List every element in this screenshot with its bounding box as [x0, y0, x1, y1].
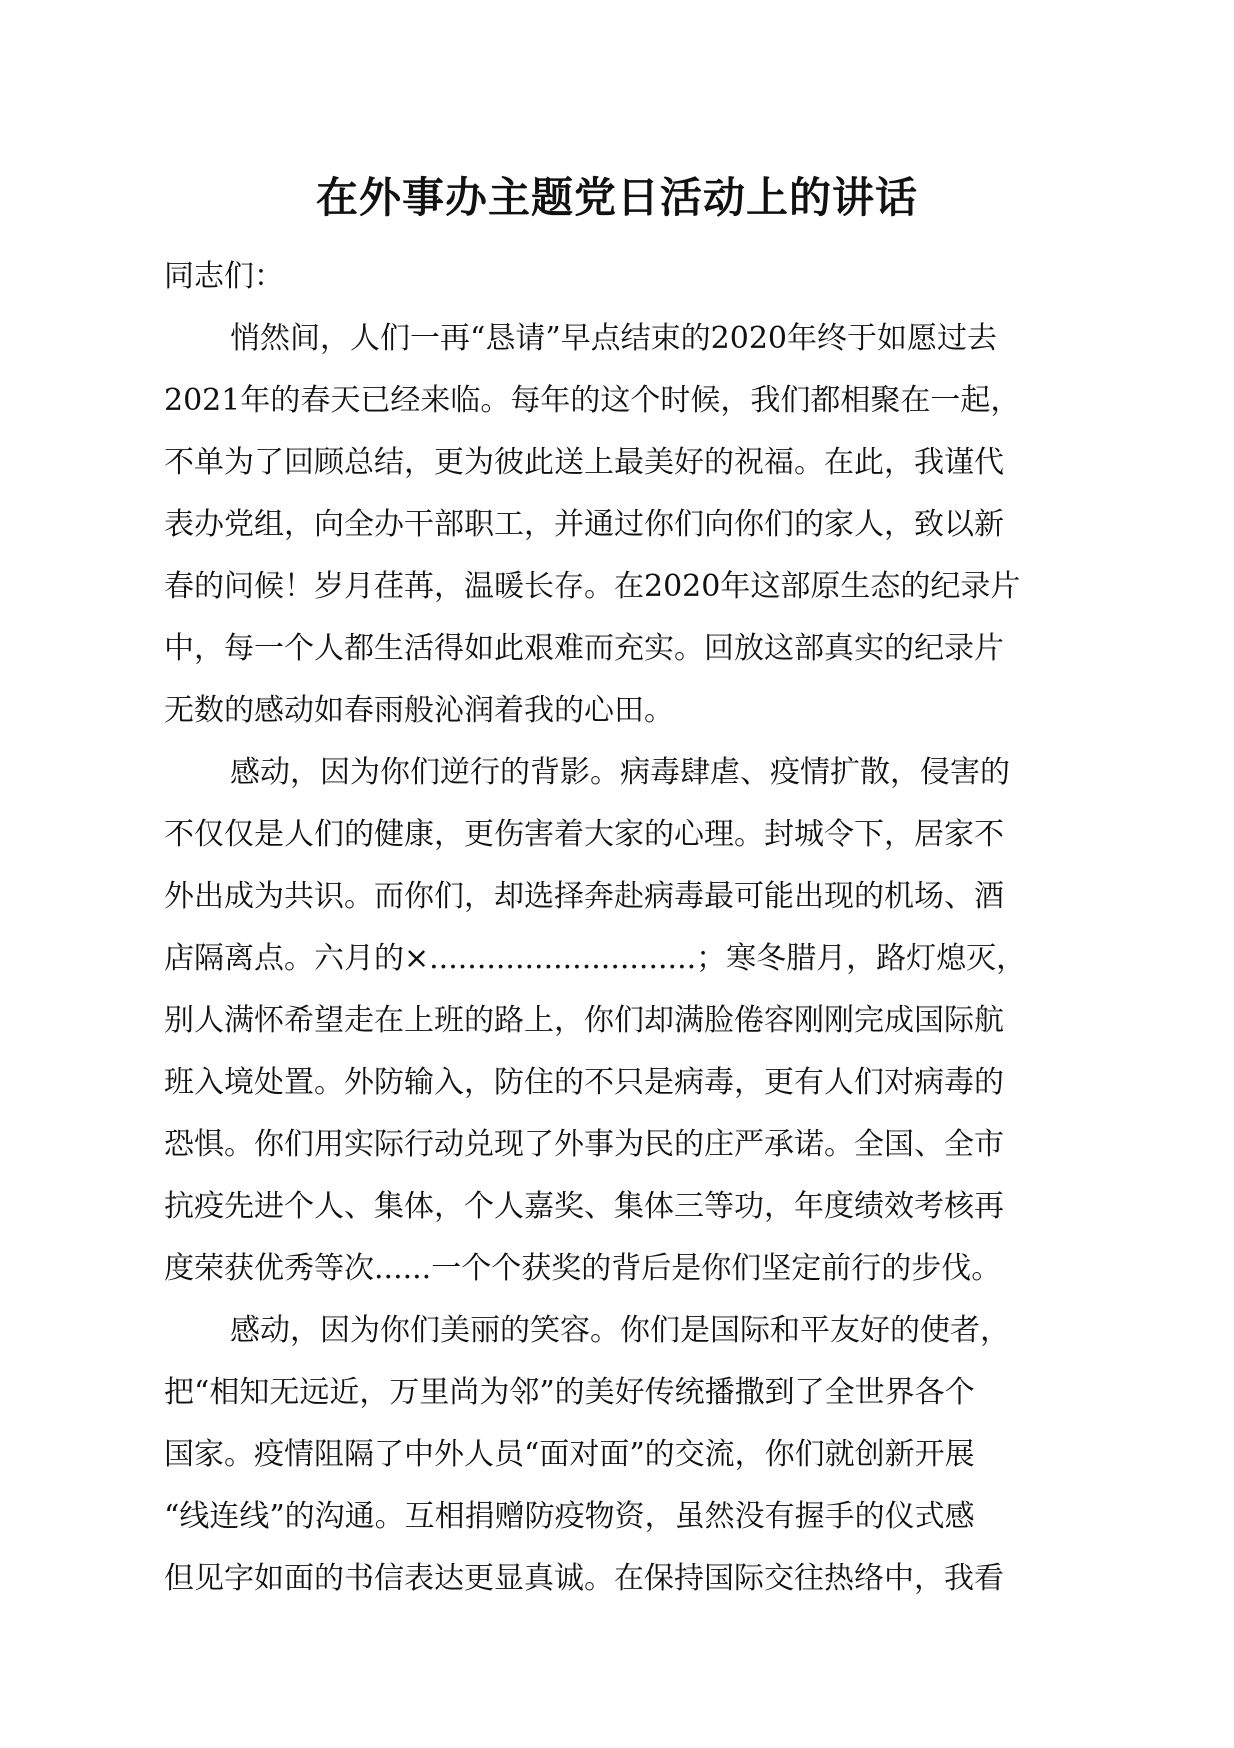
paragraph-line: 中，每一个人都生活得如此艰难而充实。回放这部真实的纪录片	[164, 631, 1004, 666]
paragraph-line: 店隔离点。六月的×............................；寒冬腊月，路灯熄灭，	[164, 941, 1027, 976]
paragraph-line: 别人满怀希望走在上班的路上，你们却满脸倦容刚刚完成国际航	[164, 1003, 1004, 1038]
paragraph-line: 但见字如面的书信表达更显真诚。在保持国际交往热络中，我看	[164, 1561, 1004, 1596]
paragraph-line: 2021年的春天已经来临。每年的这个时候，我们都相聚在一起，	[164, 383, 1021, 418]
paragraph-line: 感动，因为你们逆行的背影。病毒肆虐、疫情扩散，侵害的	[230, 755, 1010, 790]
paragraph-line: 悄然间，人们一再“恳请”早点结束的2020年终于如愿过去	[230, 321, 998, 356]
paragraph-line: 恐惧。你们用实际行动兑现了外事为民的庄严承诺。全国、全市	[164, 1127, 1004, 1162]
paragraph-line: “线连线”的沟通。互相捐赠防疫物资，虽然没有握手的仪式感	[164, 1499, 975, 1534]
paragraph-line: 感动，因为你们美丽的笑容。你们是国际和平友好的使者，	[230, 1313, 1010, 1348]
paragraph-line: 不仅仅是人们的健康，更伤害着大家的心理。封城令下，居家不	[164, 817, 1004, 852]
paragraph-line: 无数的感动如春雨般沁润着我的心田。	[164, 693, 674, 728]
document-body	[164, 246, 1114, 1610]
paragraph-line: 不单为了回顾总结，更为彼此送上最美好的祝福。在此，我谨代	[164, 445, 1004, 480]
document-title: 在外事办主题党日活动上的讲话	[315, 173, 918, 222]
paragraph-line: 国家。疫情阻隔了中外人员“面对面”的交流，你们就创新开展	[164, 1437, 975, 1472]
paragraph-line: 外出成为共识。而你们，却选择奔赴病毒最可能出现的机场、酒	[164, 879, 1004, 914]
paragraph-line: 把“相知无远近，万里尚为邻”的美好传统播撒到了全世界各个	[164, 1375, 975, 1410]
paragraph-line: 抗疫先进个人、集体，个人嘉奖、集体三等功，年度绩效考核再	[164, 1189, 1004, 1224]
paragraph-line: 表办党组，向全办干部职工，并通过你们向你们的家人，致以新	[164, 507, 1004, 542]
paragraph-line: 班入境处置。外防输入，防住的不只是病毒，更有人们对病毒的	[164, 1065, 1004, 1100]
salutation: 同志们：	[164, 259, 284, 294]
paragraph-line: 春的问候！岁月荏苒，温暖长存。在2020年这部原生态的纪录片	[164, 569, 1021, 604]
paragraph-line: 度荣获优秀等次......一个个获奖的背后是你们坚定前行的步伐。	[164, 1251, 1002, 1286]
